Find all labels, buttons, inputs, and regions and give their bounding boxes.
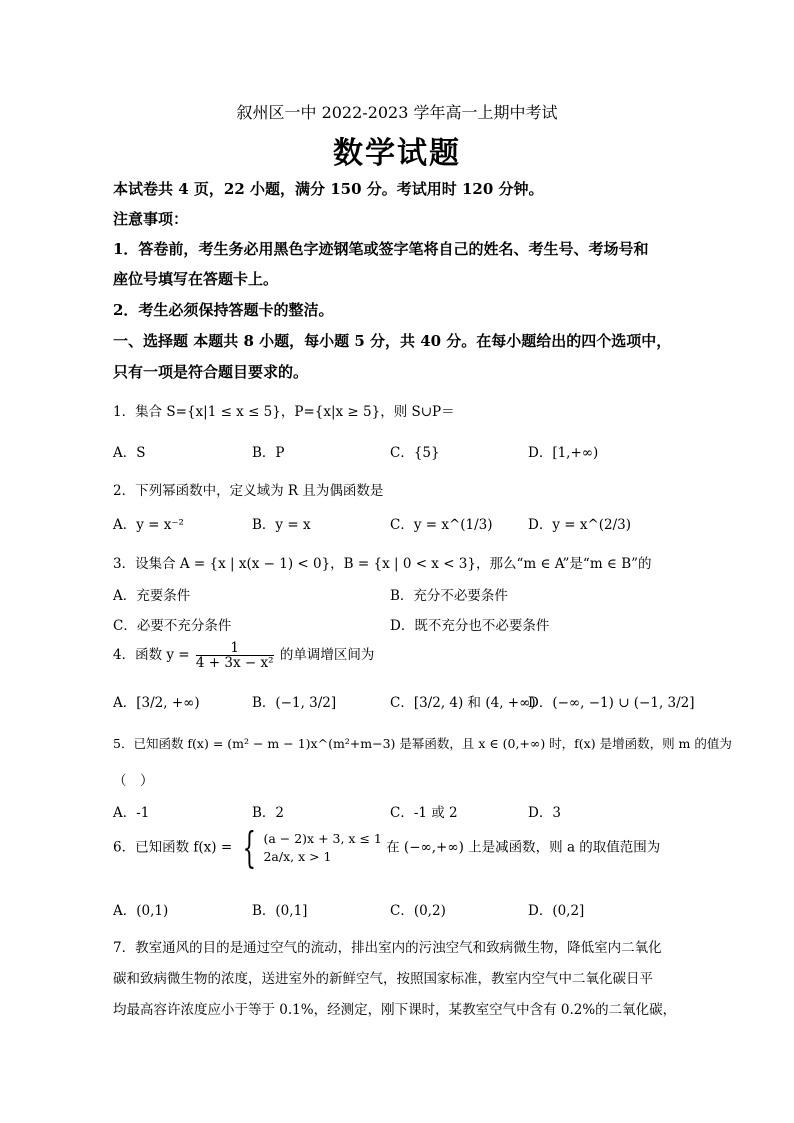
q3-option-d: D．既不充分也不必要条件 bbox=[390, 618, 550, 634]
question-4-stem bbox=[113, 641, 374, 670]
question-6-stem bbox=[113, 823, 661, 872]
section-heading-1b: 只有一项是符合题目要求的。 bbox=[113, 363, 309, 381]
question-7-line-1: 7．教室通风的目的是通过空气的流动，排出室内的污浊空气和致病微生物，降低室内二氧化 bbox=[113, 940, 662, 956]
section-heading-1a: 一、选择题 本题共 8 小题，每小题 5 分，共 40 分。在每小题给出的四个选项中， bbox=[113, 332, 672, 350]
notice-item-1b: 座位号填写在答题卡上。 bbox=[113, 270, 279, 288]
q4-option-a: A．[3/2, +∞) bbox=[113, 695, 200, 711]
q1-option-a: A．S bbox=[113, 445, 146, 461]
q6-left-brace: { bbox=[243, 823, 257, 872]
q4-option-b: B．(−1, 3/2] bbox=[252, 695, 337, 711]
question-1-stem: 1．集合 S={x|1 ≤ x ≤ 5}，P={x|x ≥ 5}，则 S∪P＝ bbox=[113, 404, 455, 420]
q4-fraction-numerator: 1 bbox=[196, 641, 274, 656]
exam-intro: 本试卷共 4 页，22 小题，满分 150 分。考试用时 120 分钟。 bbox=[113, 180, 544, 198]
q2-option-d: D．y = x^(2/3) bbox=[528, 517, 632, 533]
q4-option-d: D．(−∞, −1) ∪ (−1, 3/2] bbox=[528, 695, 695, 711]
q5-answer-paren: （ ） bbox=[113, 773, 154, 789]
q4-stem-suffix: 的单调增区间为 bbox=[279, 647, 375, 664]
q4-fraction bbox=[196, 641, 274, 670]
notice-item-1a: 1．答卷前，考生务必用黑色字迹钢笔或签字笔将自己的姓名、考生号、考场号和 bbox=[113, 240, 649, 258]
question-7-line-3: 均最高容许浓度应小于等于 0.1%，经测定，刚下课时，某教室空气中含有 0.2%的二氧化碳， bbox=[113, 1002, 677, 1018]
q2-option-a: A．y = x⁻² bbox=[113, 517, 184, 533]
q1-option-d: D．[1,+∞) bbox=[528, 445, 599, 461]
question-3-stem: 3．设集合 A = {x | x(x − 1) < 0}，B = {x | 0 < x < 3}，那么“m ∈ A”是“m ∈ B”的 bbox=[113, 556, 652, 572]
q6-option-b: B．(0,1] bbox=[252, 903, 308, 919]
question-5-stem: 5．已知函数 f(x) = (m² − m − 1)x^(m²+m−3) 是幂函数，且 x ∈ (0,+∞) 时，f(x) 是增函数，则 m 的值为 bbox=[113, 736, 732, 751]
q4-fraction-denominator: 4 + 3x − x² bbox=[195, 655, 274, 672]
q4-stem-prefix: 4．函数 y = bbox=[113, 647, 190, 664]
notice-title: 注意事项： bbox=[113, 210, 189, 228]
q4-option-c: C．[3/2, 4) 和 (4, +∞) bbox=[390, 695, 536, 711]
q3-option-a: A．充要条件 bbox=[113, 588, 191, 604]
exam-subject-title: 数学试题 bbox=[333, 136, 461, 171]
q6-option-d: D．(0,2] bbox=[528, 903, 585, 919]
q2-option-c: C．y = x^(1/3) bbox=[390, 517, 493, 533]
question-2-stem: 2．下列幂函数中，定义域为 R 且为偶函数是 bbox=[113, 483, 384, 499]
q1-option-b: B．P bbox=[252, 445, 285, 461]
q3-option-b: B．充分不必要条件 bbox=[390, 588, 508, 604]
q6-stem-prefix: 6．已知函数 f(x) = bbox=[113, 839, 233, 856]
q1-option-c: C．{5} bbox=[390, 445, 440, 461]
q5-option-c: C．-1 或 2 bbox=[390, 805, 458, 821]
q6-piecewise bbox=[263, 830, 381, 866]
q2-option-b: B．y = x bbox=[252, 517, 311, 533]
question-7-line-2: 碳和致病微生物的浓度，送进室外的新鲜空气，按照国家标准，教室内空气中二氧化碳日平 bbox=[113, 971, 653, 987]
q5-option-a: A．-1 bbox=[113, 805, 150, 821]
q6-stem-suffix: 在 (−∞,+∞) 上是减函数，则 a 的取值范围为 bbox=[386, 839, 661, 856]
q6-option-c: C．(0,2) bbox=[390, 903, 446, 919]
notice-item-2: 2．考生必须保持答题卡的整洁。 bbox=[113, 301, 334, 319]
q6-option-a: A．(0,1) bbox=[113, 903, 169, 919]
q5-option-d: D．3 bbox=[528, 805, 561, 821]
q5-option-b: B．2 bbox=[252, 805, 285, 821]
exam-school-title: 叙州区一中 2022-2023 学年高一上期中考试 bbox=[236, 103, 558, 122]
q6-case-1: (a − 2)x + 3, x ≤ 1 bbox=[263, 831, 382, 846]
q3-option-c: C．必要不充分条件 bbox=[113, 618, 232, 634]
q6-case-2: 2a/x, x > 1 bbox=[263, 849, 332, 864]
